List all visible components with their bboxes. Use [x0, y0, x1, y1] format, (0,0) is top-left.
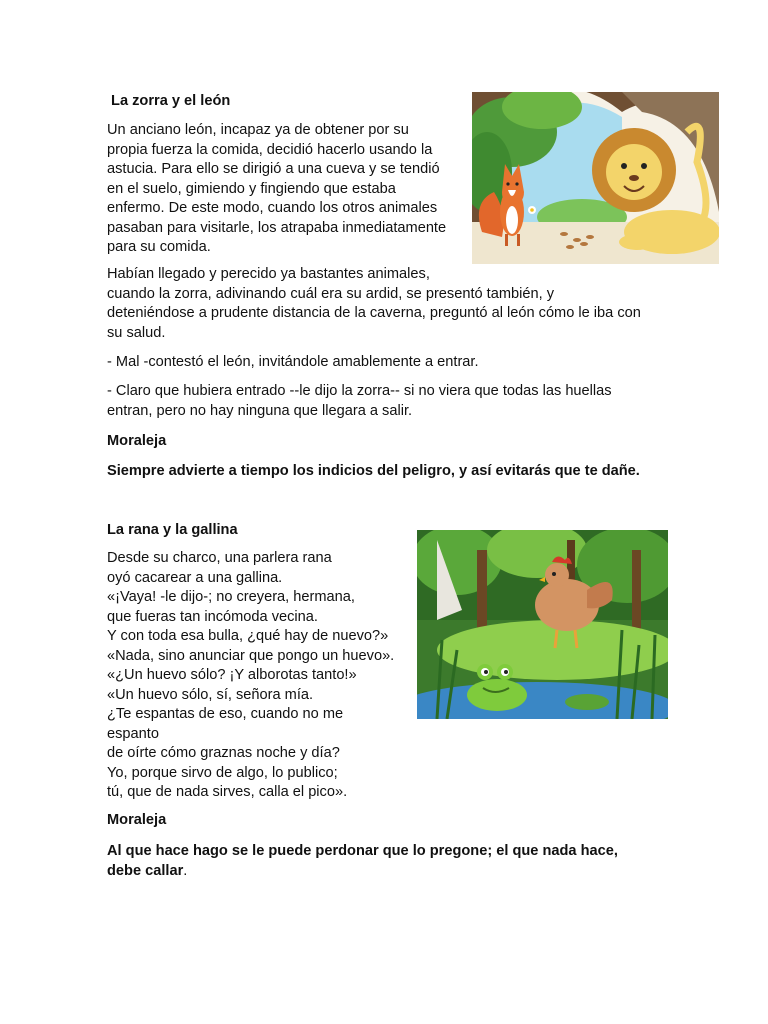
story2-moral — [107, 842, 707, 881]
fox-and-lion-illustration — [472, 92, 719, 264]
story2-poem: Desde su charco, una parlera rana oyó cacarear a una gallina. «¡Vaya! -le dijo-; no creyera, hermana, que fueras tan incómoda vecina. Y con toda esa bulla, ¿qué hay de nuevo?» «Nada, sino anunciar que pongo un huevo». «¿Un huevo sólo? ¡Y alborotas tanto!» «Un huevo sólo, sí, señora mía. ¿Te espantas de eso, cuando no me espanto de oírte cómo graznas noche y día? Yo, porque sirvo de algo, lo publico; tú, que de nada sirves, calla el pico». — [107, 550, 395, 800]
story1-paragraph-2: Habían llegado y perecido ya bastantes animales, cuando la zorra, adivinando cuál era su ardid, se presentó también, y deteniéndose a prudente distancia de la caverna, preguntó al león cómo le iba con su salud. — [107, 266, 641, 341]
story2-moral-end: . — [183, 862, 188, 879]
story1-paragraph-4: - Claro que hubiera entrado --le dijo la zorra-- si no viera que todas las huellas entran, pero no hay ninguna que llegara a salir. — [107, 383, 612, 419]
story1-title: La zorra y el león — [107, 93, 231, 109]
frog-and-hen-illustration — [417, 530, 668, 719]
story2-title: La rana y la gallina — [107, 522, 238, 538]
story2-moral-heading: Moraleja — [107, 812, 167, 828]
story1-paragraph-3: - Mal -contestó el león, invitándole amablemente a entrar. — [107, 354, 479, 370]
story1-moral-heading: Moraleja — [107, 433, 167, 449]
story1-paragraph-1: Un anciano león, incapaz ya de obtener por su propia fuerza la comida, decidió hacerlo usando la astucia. Para ello se dirigió a una cueva y se tendió en el suelo, gimiendo y fingiendo que estaba enfermo. De este modo, cuando los otros animales pasaban para visitarle, los atrapaba inmediatamente para su comida. — [107, 122, 447, 255]
story1-moral: Siempre advierte a tiempo los indicios del peligro, y así evitarás que te dañe. — [107, 463, 640, 479]
story2-moral-text: Al que hace hago se le puede perdonar que lo pregone; el que nada hace, debe callar — [107, 843, 618, 879]
